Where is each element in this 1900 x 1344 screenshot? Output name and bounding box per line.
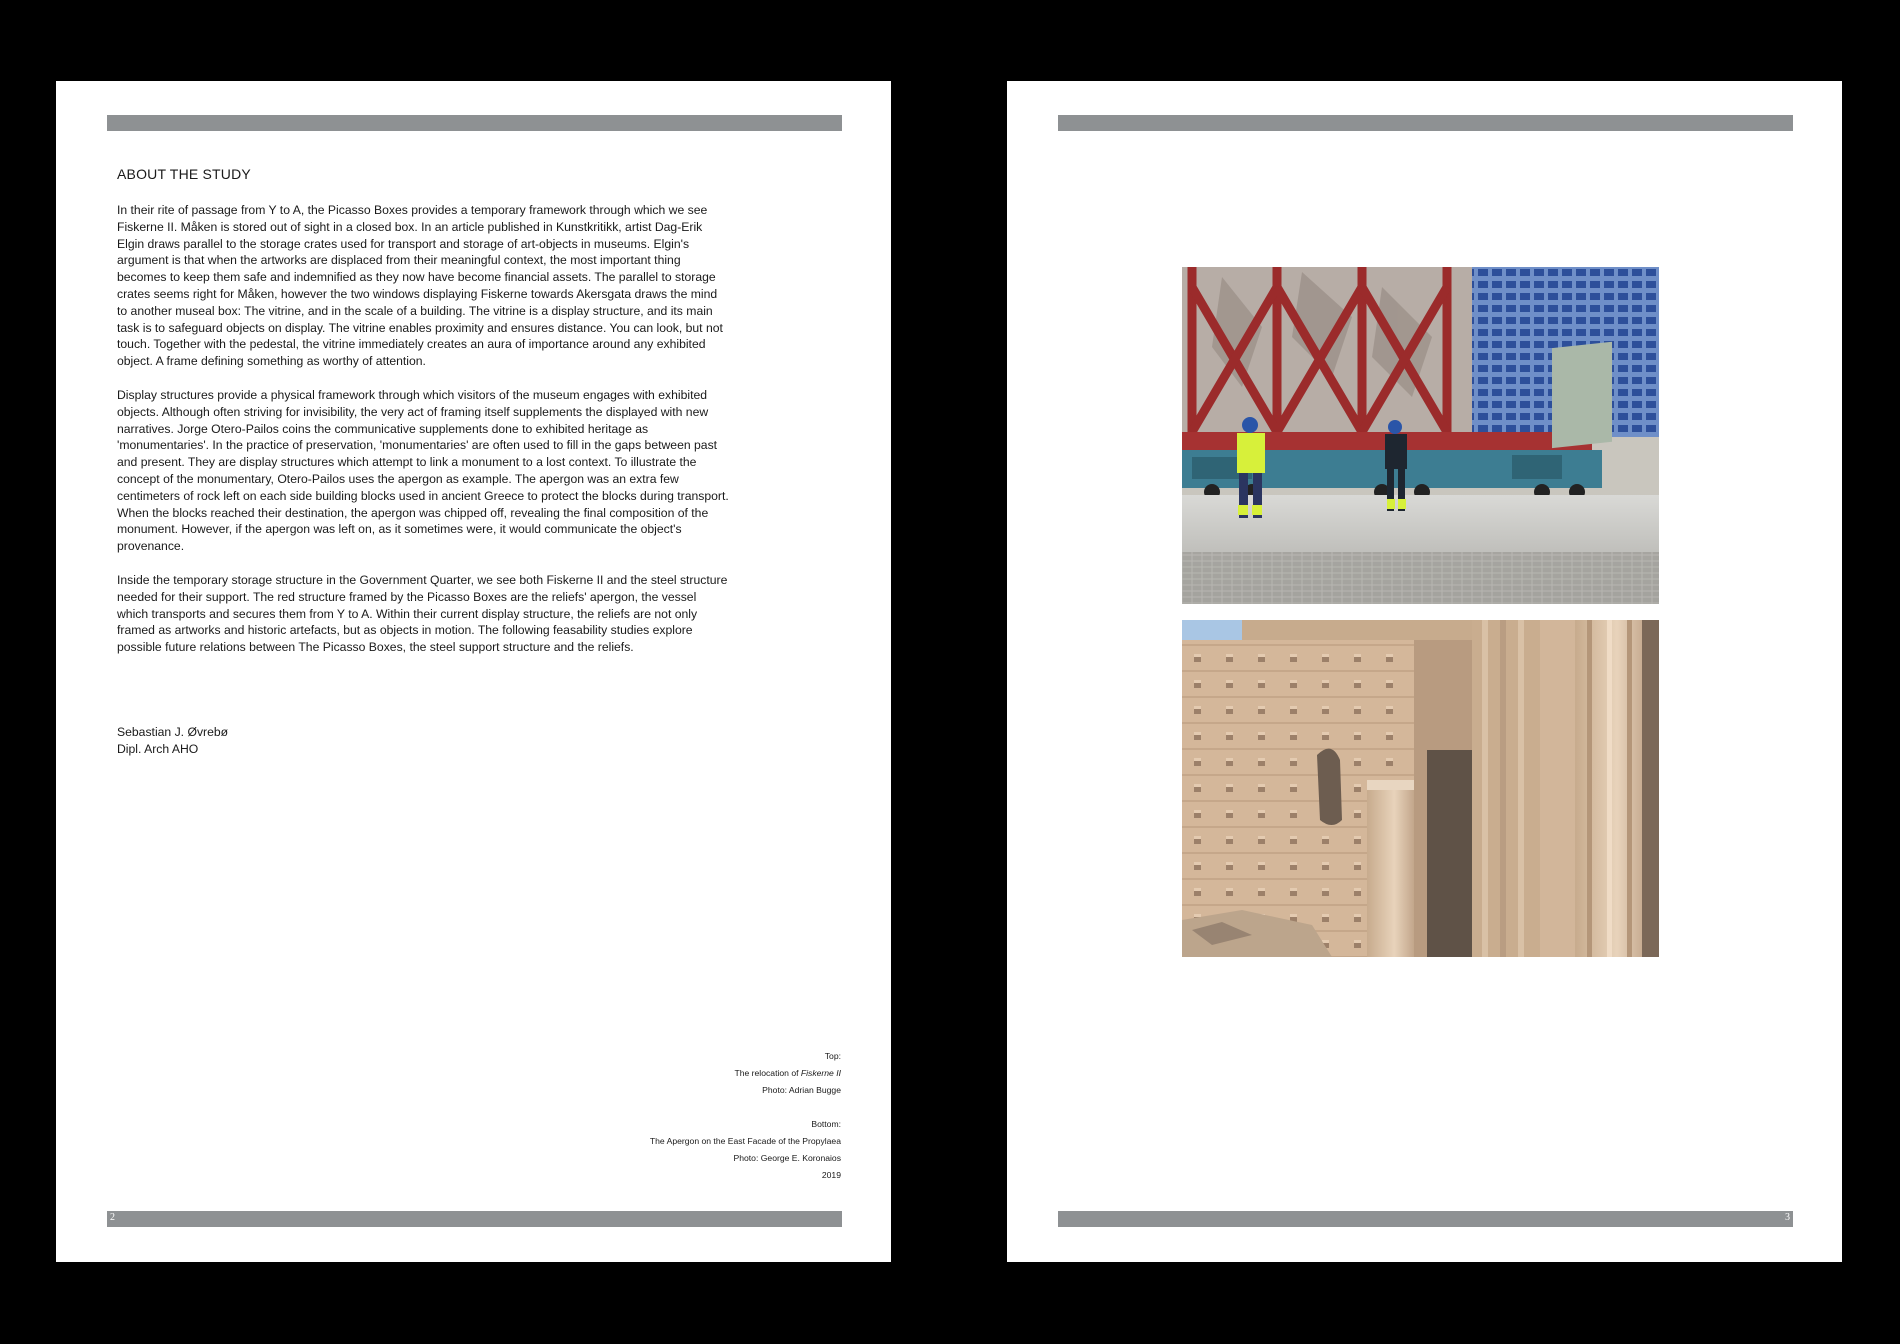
section-heading: ABOUT THE STUDY — [117, 166, 251, 182]
footer-bar — [1058, 1211, 1793, 1227]
paragraph: In their rite of passage from Y to A, the Picasso Boxes provides a temporary framework through which we see Fiskerne II. Måken is stored out of sight in a closed box. In an article published in Kunstkritikk, artist Dag-Erik Elgin draws parallel to the storage crates used for transport and storage of art-objects in museums. Elgin's argument is that when the artworks are displaced from their meaningful context, the most important thing becomes to keep them safe and indemnified as they now have become financial assets. The parallel to storage crates seems right for Måken, however the two windows displaying Fiskerne towards Akersgata draws the mind to another museal box: The vitrine, and in the scale of a building. The vitrine is a display structure, and its main task is to safeguard objects on display. The vitrine enables proximity and ensures distance. You can look, but not touch. Together with the pedestal, the vitrine immediately creates an aura of importance around any exhibited object. A frame defining something as worthy of attention. — [117, 203, 723, 369]
caption-top-text — [650, 1065, 841, 1082]
footer-bar — [107, 1211, 842, 1227]
caption-spacer — [650, 1099, 841, 1116]
caption-top-text-italic: Fiskerne II — [800, 1068, 841, 1078]
caption-bottom-text: The Apergon on the East Facade of the Propylaea — [649, 1136, 841, 1146]
apergon-photo — [1182, 620, 1659, 957]
right-page — [1007, 81, 1842, 1262]
author-title: Dipl. Arch AHO — [117, 742, 199, 756]
apergon-photo-illustration — [1182, 620, 1659, 957]
relocation-photo-illustration — [1182, 267, 1659, 604]
caption-top-text-plain: The relocation of — [734, 1068, 801, 1078]
relocation-photo — [1182, 267, 1659, 604]
header-bar — [107, 115, 842, 131]
header-bar — [1058, 115, 1793, 131]
left-page — [56, 81, 891, 1262]
page-number: 3 — [1785, 1212, 1790, 1223]
paragraph: Inside the temporary storage structure in the Government Quarter, we see both Fiskerne II and the steel structure needed for their support. The red structure framed by the Picasso Boxes are the reliefs' apergon, the vessel which transports and secures them from Y to A. Within their current display structure, the reliefs are not only framed as artworks and historic artefacts, but as objects in motion. The following feasability studies explore possible future relations between The Picasso Boxes, the steel support structure and the reliefs. — [117, 572, 728, 655]
author-name: Sebastian J. Øvrebø — [117, 725, 229, 739]
caption-top-label: Top: — [824, 1051, 841, 1061]
caption-bottom-year: 2019 — [821, 1170, 841, 1180]
caption-bottom-photo-credit: Photo: George E. Koronaios — [733, 1153, 841, 1163]
page-number: 2 — [110, 1212, 115, 1223]
photo-captions — [650, 1048, 841, 1184]
paragraph: Display structures provide a physical framework through which visitors of the museum engages with exhibited objects. Although often striving for invisibility, the very act of framing itself supplements the displayed with new narratives. Jorge Otero-Pailos coins the communicative supplements done to exhibited heritage as 'monumentaries'. In the practice of preservation, 'monumentaries' are often used to fill in the gaps between past and present. They are display structures which attempt to link a monument to a lost context. To illustrate the concept of the monumentary, Otero-Pailos uses the apergon as example. The apergon was an extra few centimeters of rock left on each side building blocks used in ancient Greece to protect the blocks during transport. When the blocks reached their destination, the apergon was chipped off, revealing the final composition of the monument. However, if the apergon was left on, as it sometimes were, it would communicate the object's provenance. — [117, 387, 729, 554]
signature — [117, 724, 228, 758]
caption-bottom-label: Bottom: — [811, 1119, 841, 1129]
caption-top-photo-credit: Photo: Adrian Bugge — [762, 1085, 841, 1095]
body-text — [117, 202, 729, 673]
